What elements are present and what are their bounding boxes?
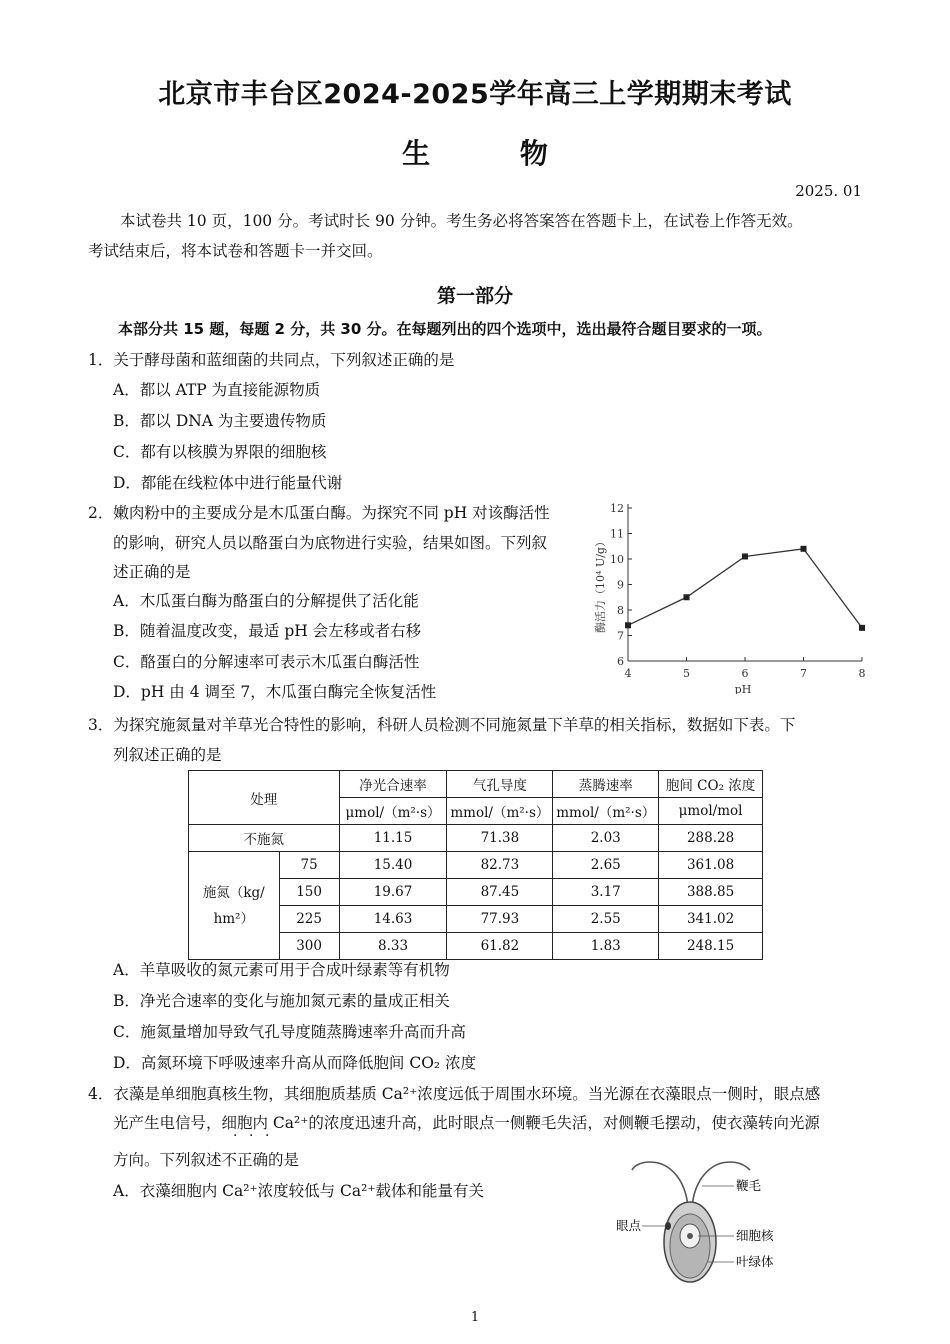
emphasis-dot-icon: · xyxy=(265,1128,270,1144)
q2-stem-line-1: 2．嫩肉粉中的主要成分是木瓜蛋白酶。为探究不同 pH 对该酶活性 xyxy=(88,504,550,522)
nitrogen-level: 300 xyxy=(279,933,339,960)
part-note: 本部分共 15 题，每题 2 分，共 30 分。在每题列出的四个选项中，选出最符合题目要求的一项。 xyxy=(118,320,772,338)
table-row xyxy=(189,852,763,879)
q3-option-c: C．施氮量增加导致气孔导度随蒸腾速率升高而升高 xyxy=(113,1023,466,1041)
q1-option-a: A．都以 ATP 为直接能源物质 xyxy=(113,381,321,399)
header-net-photosynthesis: 净光合速率 xyxy=(339,771,447,798)
table-cell: 288.28 xyxy=(659,825,763,852)
q2-stem-line-2: 的影响，研究人员以酪蛋白为底物进行实验，结果如图。下列叙 xyxy=(113,534,548,552)
q4-stem-line-1: 4．衣藻是单细胞真核生物，其细胞质基质 Ca²⁺浓度远低于周围水环境。当光源在衣藻眼点一侧时，眼点感 xyxy=(88,1085,821,1103)
label-chloroplast: 叶绿体 xyxy=(736,1254,774,1269)
y-tick-label: 11 xyxy=(610,527,624,541)
intro-paragraph xyxy=(88,206,878,266)
row-label-no-nitrogen: 不施氮 xyxy=(189,825,340,852)
q4-stem-line-3: 方向。下列叙述不正确的是 xyxy=(113,1151,300,1169)
q3-option-d: D．高氮环境下呼吸速率升高从而降低胞间 CO₂ 浓度 xyxy=(113,1054,477,1072)
q1-stem: 1．关于酵母菌和蓝细菌的共同点，下列叙述正确的是 xyxy=(88,351,455,369)
table-cell: 19.67 xyxy=(339,879,447,906)
table-cell: 2.55 xyxy=(553,906,659,933)
data-point xyxy=(801,546,807,552)
nitrogen-level: 150 xyxy=(279,879,339,906)
q1-option-c: C．都有以核膜为界限的细胞核 xyxy=(113,443,327,461)
part-title: 第一部分 xyxy=(436,285,513,307)
row-label-nitrogen xyxy=(189,852,280,960)
q2-option-a: A．木瓜蛋白酶为酪蛋白的分解提供了活化能 xyxy=(113,592,419,610)
q3-option-b: B．净光合速率的变化与施加氮元素的量成正相关 xyxy=(113,992,450,1010)
table-cell: 388.85 xyxy=(659,879,763,906)
q2-option-d: D．pH 由 4 调至 7，木瓜蛋白酶完全恢复活性 xyxy=(113,683,437,701)
nitrogen-label-line-1: 施氮（kg/ xyxy=(202,884,265,901)
header-intercellular-co2: 胞间 CO₂ 浓度 xyxy=(659,771,763,798)
data-point xyxy=(742,553,748,559)
unit-intercellular-co2: μmol/mol xyxy=(659,798,763,825)
header-stomatal-conductance: 气孔导度 xyxy=(447,771,553,798)
data-point xyxy=(859,625,865,631)
table-row xyxy=(189,825,763,852)
x-tick-label: 6 xyxy=(741,667,749,680)
y-tick-label: 6 xyxy=(617,655,624,668)
table-cell: 341.02 xyxy=(659,906,763,933)
chlamydomonas-figure xyxy=(610,1150,790,1300)
x-tick-label: 7 xyxy=(800,667,807,680)
table-cell: 248.15 xyxy=(659,933,763,960)
exam-title: 北京市丰台区2024-2025学年高三上学期期末考试 xyxy=(158,79,792,110)
nitrogen-data-table xyxy=(188,770,763,960)
table-cell: 14.63 xyxy=(339,906,447,933)
data-point xyxy=(625,622,631,628)
unit-stomatal-conductance: mmol/（m²·s） xyxy=(447,798,553,825)
q4-option-a: A．衣藻细胞内 Ca²⁺浓度较低与 Ca²⁺载体和能量有关 xyxy=(113,1182,485,1200)
q1-option-b: B．都以 DNA 为主要遗传物质 xyxy=(113,412,327,430)
header-transpiration: 蒸腾速率 xyxy=(553,771,659,798)
nitrogen-level: 225 xyxy=(279,906,339,933)
table-cell: 15.40 xyxy=(339,852,447,879)
table-cell: 77.93 xyxy=(447,906,553,933)
intro-line-1: 本试卷共 10 页，100 分。考试时长 90 分钟。考生务必将答案答在答题卡上，在试卷上作答无效。 xyxy=(120,212,803,230)
table-cell: 2.03 xyxy=(553,825,659,852)
page-number: 1 xyxy=(470,1310,480,1325)
nitrogen-label-line-2: hm²） xyxy=(213,910,254,927)
y-tick-label: 9 xyxy=(617,578,624,592)
table-cell: 8.33 xyxy=(339,933,447,960)
x-tick-label: 4 xyxy=(624,667,632,680)
enzyme-activity-chart xyxy=(590,496,865,694)
x-tick-label: 5 xyxy=(683,667,690,680)
table-cell: 361.08 xyxy=(659,852,763,879)
y-tick-label: 10 xyxy=(610,553,624,566)
table-cell: 87.45 xyxy=(447,879,553,906)
q3-option-a: A．羊草吸收的氮元素可用于合成叶绿素等有机物 xyxy=(113,961,450,979)
exam-date: 2025. 01 xyxy=(795,182,862,200)
table-cell: 2.65 xyxy=(553,852,659,879)
y-tick-label: 8 xyxy=(617,604,624,617)
table-cell: 1.83 xyxy=(553,933,659,960)
q3-stem-line-2: 列叙述正确的是 xyxy=(113,746,222,764)
emphasis-dot-icon: · xyxy=(249,1128,254,1144)
label-flagella: 鞭毛 xyxy=(736,1178,762,1193)
q4-stem-line-2: 光产生电信号，细胞内 Ca²⁺的浓度迅速升高，此时眼点一侧鞭毛失活，对侧鞭毛摆动，使衣藻转向光源 xyxy=(113,1114,820,1132)
label-eyespot: 眼点 xyxy=(616,1218,642,1233)
table-cell: 11.15 xyxy=(339,825,447,852)
label-nucleus: 细胞核 xyxy=(736,1228,774,1243)
x-axis-label: pH xyxy=(734,683,752,694)
q3-stem-line-1: 3．为探究施氮量对羊草光合特性的影响，科研人员检测不同施氮量下羊草的相关指标，数据如下表。下 xyxy=(88,716,796,734)
nitrogen-level: 75 xyxy=(279,852,339,879)
y-tick-label: 7 xyxy=(617,629,624,643)
emphasis-dot-icon: · xyxy=(233,1128,238,1144)
x-tick-label: 8 xyxy=(858,667,865,680)
q2-option-b: B．随着温度改变，最适 pH 会左移或者右移 xyxy=(113,622,422,640)
table-cell: 71.38 xyxy=(447,825,553,852)
intro-line-2: 考试结束后，将本试卷和答题卡一并交回。 xyxy=(88,242,383,260)
q2-stem-line-3: 述正确的是 xyxy=(113,563,191,581)
subject-title: 生 物 xyxy=(402,137,588,170)
data-point xyxy=(684,594,690,600)
unit-transpiration: mmol/（m²·s） xyxy=(553,798,659,825)
series-line xyxy=(628,549,862,628)
unit-net-photosynthesis: μmol/（m²·s） xyxy=(339,798,447,825)
table-cell: 82.73 xyxy=(447,852,553,879)
q1-option-d: D．都能在线粒体中进行能量代谢 xyxy=(113,474,343,492)
header-treatment: 处理 xyxy=(189,771,340,825)
table-cell: 61.82 xyxy=(447,933,553,960)
y-axis-label: 酶活力（10⁴ U/g） xyxy=(594,536,607,633)
table-cell: 3.17 xyxy=(553,879,659,906)
y-tick-label: 12 xyxy=(610,502,624,515)
q2-option-c: C．酪蛋白的分解速率可表示木瓜蛋白酶活性 xyxy=(113,653,420,671)
